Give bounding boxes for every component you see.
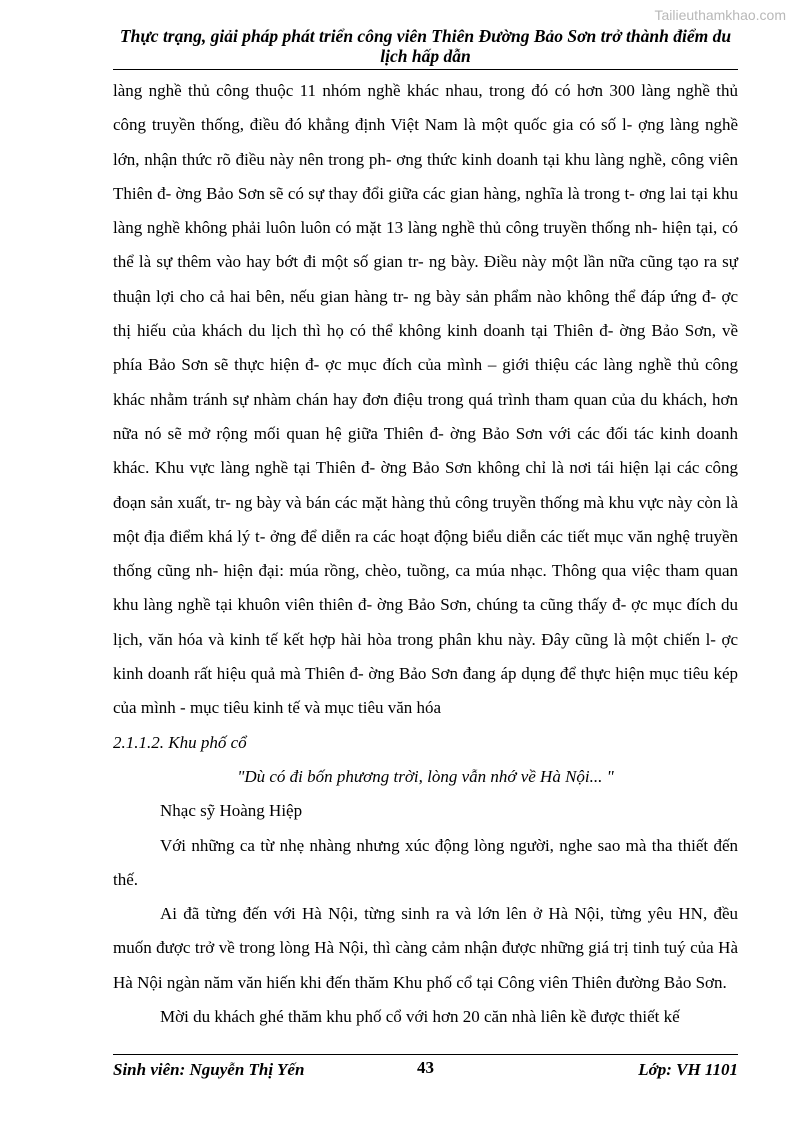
paragraph-hanoi: Ai đã từng đến với Hà Nội, từng sinh ra và lớn lên ở Hà Nội, từng yêu HN, đều muốn được trở về trong lòng Hà Nội, thì càng cảm nhận được những giá trị tinh tuý của Hà Hà Nội ngàn năm văn hiến khi đến thăm Khu phố cổ tại Công viên Thiên đường Bảo Sơn. <box>113 904 738 992</box>
footer-student: Sinh viên: Nguyễn Thị Yến <box>113 1060 305 1079</box>
paragraph-lyrics: Với những ca từ nhẹ nhàng nhưng xúc động lòng người, nghe sao mà tha thiết đến thế. <box>113 835 738 889</box>
quote-author: Nhạc sỹ Hoàng Hiệp <box>160 801 303 821</box>
document-body <box>113 74 738 1034</box>
page-header-title: Thực trạng, giải pháp phát triển công viên Thiên Đường Bảo Sơn trở thành điểm du lịch hấp dẫn <box>119 26 732 66</box>
song-quote: "Dù có đi bốn phương trời, lòng vẫn nhớ về Hà Nội... " <box>237 766 614 786</box>
paragraph-old-quarter: Mời du khách ghé thăm khu phố cổ với hơn 20 căn nhà liên kề được thiết kế <box>160 1007 680 1027</box>
footer-divider <box>113 1054 738 1055</box>
page-footer <box>113 1060 738 1084</box>
paragraph-village-crafts: làng nghề thủ công thuộc 11 nhóm nghề khác nhau, trong đó có hơn 300 làng nghề thủ công truyền thống, điều đó khẳng định Việt Nam là một quốc gia có số l- ợng làng nghề lớn, nhận thức rõ điều này nên trong ph- ơng thức kinh doanh tại khu làng nghề, công viên Thiên đ- ờng Bảo Sơn sẽ có sự thay đổi giữa các gian hàng, nghĩa là trong t- ơng lai tại khu làng nghề không phải luôn luôn có mặt 13 làng nghề thủ công truyền thống nh- hiện tại, có thể là sự thêm vào hay bớt đi một số gian tr- ng bày. Điều này một lần nữa cũng tạo ra sự thuận lợi cho cả hai bên, nếu gian hàng tr- ng bày sản phẩm nào không thể đáp ứng đ- ợc thị hiếu của khách du lịch thì họ có thể không kinh doanh tại Thiên đ- ờng Bảo Sơn, về phía Bảo Sơn sẽ thực hiện đ- ợc mục đích của mình – giới thiệu các làng nghề thủ công khác nhằm tránh sự nhàm chán hay đơn điệu trong quá trình tham quan của du khách, hơn nữa nó sẽ mở rộng mối quan hệ giữa Thiên đ- ờng Bảo Sơn với các đối tác kinh doanh khác. Khu vực làng nghề tại Thiên đ- ờng Bảo Sơn không chỉ là nơi tái hiện lại các công đoạn sản xuất, tr- ng bày và bán các mặt hàng thủ công truyền thống mà khu vực này còn là một địa điểm khá lý t- ởng để diễn ra các hoạt động biểu diễn các tiết mục văn nghệ truyền thống cũng nh- hiện đại: múa rồng, chèo, tuồng, ca múa nhạc. Thông qua việc tham quan khu làng nghề tại khuôn viên thiên đ- ờng Bảo Sơn, chúng ta cũng thấy đ- ợc mục đích du lịch, văn hóa và kinh tế kết hợp hài hòa trong phân khu này. Đây cũng là một chiến l- ợc kinh doanh rất hiệu quả mà Thiên đ- ờng Bảo Sơn đang áp dụng để thực hiện mục tiêu kép của mình - mục tiêu kinh tế và mục tiêu văn hóa <box>113 81 738 718</box>
watermark-text: Tailieuthamkhao.com <box>654 7 786 23</box>
footer-page-number: 43 <box>417 1058 434 1077</box>
header-divider <box>113 69 738 70</box>
section-heading: 2.1.1.2. Khu phố cổ <box>113 732 247 752</box>
footer-class: Lớp: VH 1101 <box>638 1060 738 1079</box>
